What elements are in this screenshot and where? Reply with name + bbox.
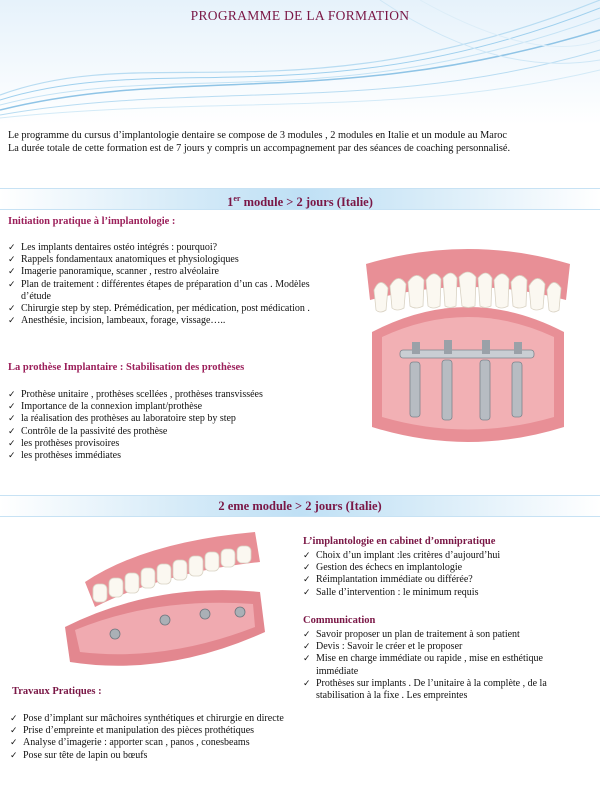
check-icon: ✓: [8, 414, 16, 425]
intro-line-1: Le programme du cursus d’implantologie dentaire se compose de 3 modules , 2 modules en Italie et un module au Maroc: [8, 130, 507, 141]
list-item: ✓ Plan de traitement : différentes étapes de préparation d’un cas . Modèles d’étude: [8, 278, 310, 302]
module1-section2-list: [8, 389, 308, 462]
list-item: ✓ Prothèse unitaire , prothèses scellées , prothèses transvissées: [8, 389, 263, 400]
denture-implant-illustration: [55, 522, 275, 672]
list-item: ✓ les prothèses provisoires: [8, 437, 120, 449]
module2-section3-list: [10, 713, 290, 762]
intro-line-2: La durée totale de cette formation est de 7 jours y compris un accompagnement par des séances de coaching personnalisé.: [8, 143, 511, 154]
module1-section1-list: [8, 242, 338, 327]
list-item: ✓ Mise en charge immédiate ou rapide , mise en esthétique immédiate: [303, 653, 543, 677]
list-item: ✓ Choix d’un implant :les critères d’aujourd’hui: [303, 550, 501, 561]
check-icon: ✓: [8, 402, 16, 413]
check-icon: ✓: [303, 654, 311, 665]
check-icon: ✓: [303, 575, 311, 586]
check-icon: ✓: [303, 678, 311, 689]
check-icon: ✓: [8, 255, 16, 266]
check-icon: ✓: [8, 267, 16, 278]
list-item: ✓ les prothèses immédiates: [8, 450, 121, 462]
check-icon: ✓: [8, 304, 16, 315]
check-icon: ✓: [10, 726, 18, 737]
module2-section2-heading: Communication: [303, 615, 376, 626]
intro-text: [8, 129, 596, 155]
list-item: ✓ Anesthésie, incision, lambeaux, forage, vissage…..: [8, 315, 226, 327]
check-icon: ✓: [10, 714, 18, 724]
module2-banner: [0, 495, 600, 517]
list-item: ✓ Devis : Savoir le créer et le proposer: [303, 641, 463, 653]
module1-section1-heading: Initiation pratique à l’implantologie :: [8, 216, 176, 227]
check-icon: ✓: [10, 750, 18, 761]
list-item: ✓ Importance de la connexion implant/prothèse: [8, 401, 203, 413]
check-icon: ✓: [10, 738, 18, 749]
module2-section3-heading: Travaux Pratiques :: [12, 686, 102, 697]
list-item: ✓ Réimplantation immédiate ou différée?: [303, 574, 473, 586]
implant-bridge-illustration: [360, 242, 576, 452]
check-icon: ✓: [8, 279, 16, 290]
module2-title: 2 eme module > 2 jours (Italie): [218, 499, 382, 513]
check-icon: ✓: [8, 316, 16, 327]
check-icon: ✓: [8, 243, 16, 253]
list-item: ✓ Les implants dentaires ostéo intégrés : pourquoi?: [8, 242, 218, 253]
list-item: ✓ Pose d’implant sur mâchoires synthétiques et chirurgie en directe: [10, 713, 284, 724]
check-icon: ✓: [303, 563, 311, 574]
list-item: ✓ Gestion des échecs en implantologie: [303, 562, 463, 574]
list-item: ✓ Analyse d’imagerie : apporter scan , panos , conesbeams: [10, 737, 250, 749]
check-icon: ✓: [303, 642, 311, 653]
module2-section1-list: [303, 550, 595, 599]
list-item: ✓ Chirurgie step by step. Prémédication, per médication, post médication .: [8, 303, 310, 315]
list-item: ✓ Imagerie panoramique, scanner , restro alvéolaire: [8, 266, 219, 278]
list-item: ✓ Prothèses sur implants . De l’unitaire à la complète , de la stabilisation à la fixe . Les empreintes: [303, 677, 547, 702]
check-icon: ✓: [303, 630, 311, 640]
check-icon: ✓: [8, 390, 16, 400]
module1-title: 1er module > 2 jours (Italie): [227, 194, 373, 210]
check-icon: ✓: [303, 551, 311, 561]
check-icon: ✓: [8, 451, 16, 462]
list-item: ✓ Savoir proposer un plan de traitement à son patient: [303, 629, 520, 640]
check-icon: ✓: [303, 587, 311, 598]
list-item: ✓ Prise d’empreinte et manipulation des pièces prothétiques: [10, 725, 255, 737]
check-icon: ✓: [8, 426, 16, 437]
module2-section1-heading: L’implantologie en cabinet d’omnipratique: [303, 536, 496, 547]
list-item: ✓ Pose sur tête de lapin ou bœufs: [10, 749, 148, 761]
list-item: ✓ Salle d’intervention : le minimum requis: [303, 586, 479, 598]
module1-section2-heading: La prothèse Implantaire : Stabilisation des prothèses: [8, 362, 245, 373]
list-item: ✓ la réalisation des prothèses au laboratoire step by step: [8, 413, 236, 425]
list-item: ✓ Rappels fondamentaux anatomiques et physiologiques: [8, 254, 239, 266]
module2-section2-list: [303, 629, 595, 702]
list-item: ✓ Contrôle de la passivité des prothèse: [8, 425, 168, 437]
check-icon: ✓: [8, 438, 16, 449]
module1-banner: [0, 188, 600, 210]
page-title: PROGRAMME DE LA FORMATION: [190, 8, 410, 23]
